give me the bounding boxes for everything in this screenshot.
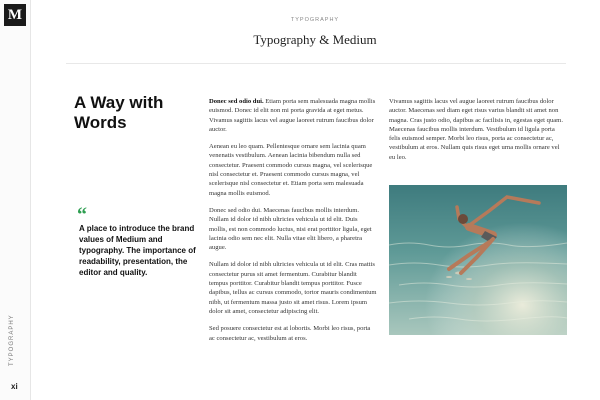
page-header <box>30 0 600 64</box>
medium-logo[interactable]: M <box>4 4 26 26</box>
page-title: Typography & Medium <box>253 32 377 47</box>
section-vertical-label: TYPOGRAPHY <box>9 314 15 366</box>
paragraph: Vivamus sagittis lacus vel augue laoreet rutrum faucibus dolor auctor. Maecenas sed diam eget risus varius blandit sit amet non magna. Cras justo odio, dapibus ac facilisis in, egestas eget quam. Maecenas faucibus mollis interdum. Vestibulum id ligula porta felis euismod semper. Morbi leo risus, porta ac consectetur ac, vestibulum at eros. Nullam quis risus eget urna mollis ornare vel eu leo. <box>389 98 563 161</box>
quote-icon: “ <box>77 204 87 226</box>
lead-in: Donec sed odio dui. <box>209 98 264 105</box>
paragraph: Donec sed odio dui. Maecenas faucibus mollis interdum. Nullam id dolor id nibh ultricies vehicula ut id elit. Duis mollis, est non commodo luctus, nisi erat porttitor ligula, eget lacinia odio sem nec elit. Nulla vitae elit libero, a pharetra augue. <box>209 206 372 252</box>
paragraph <box>209 97 377 134</box>
sidebar <box>0 0 31 400</box>
body-column-right <box>389 97 565 170</box>
pull-quote: A place to introduce the brand values of Medium and typography. The importance of readability, presentation, the editor and quality. <box>79 224 196 277</box>
paragraph: Nullam id dolor id nibh ultricies vehicula ut id elit. Cras mattis consectetur purus sit amet fermentum. Curabitur blandit tempus porttitor. Curabitur blandit tempus porttitor. Fusce dapibus, tellus ac cursus commodo, tortor mauris condimentum nibh, ut fermentum massa justo sit amet risus. Lorem ipsum dolor sit amet, consectetur adipiscing elit. <box>209 261 377 315</box>
paragraph: Sed posuere consectetur est at lobortis. Morbi leo risus, porta ac consectetur ac, vestibulum at eros. <box>209 325 371 342</box>
section-heading: A Way with Words <box>74 93 164 132</box>
section-kicker: TYPOGRAPHY <box>290 17 340 23</box>
photo-illustration <box>389 185 567 335</box>
header-divider <box>66 63 566 64</box>
body-column-middle <box>209 97 377 351</box>
paragraph: Aenean eu leo quam. Pellentesque ornare sem lacinia quam venenatis vestibulum. Aenean lacinia bibendum nulla sed consectetur. Praesent commodo cursus magna, vel scelerisque nisl consectetur et. Praesent commodo cursus magna, vel scelerisque nisl consectetur et. Etiam porta sem malesuada magna mollis euismod. <box>209 143 373 197</box>
diver-photo <box>389 185 567 335</box>
page-number: xi <box>11 382 18 391</box>
paragraph-text: Etiam porta sem malesuada magna mollis euismod. Donec id elit non mi porta gravida at eget metus. Vivamus sagittis lacus vel augue laoreet rutrum faucibus dolor auctor. <box>209 98 376 133</box>
